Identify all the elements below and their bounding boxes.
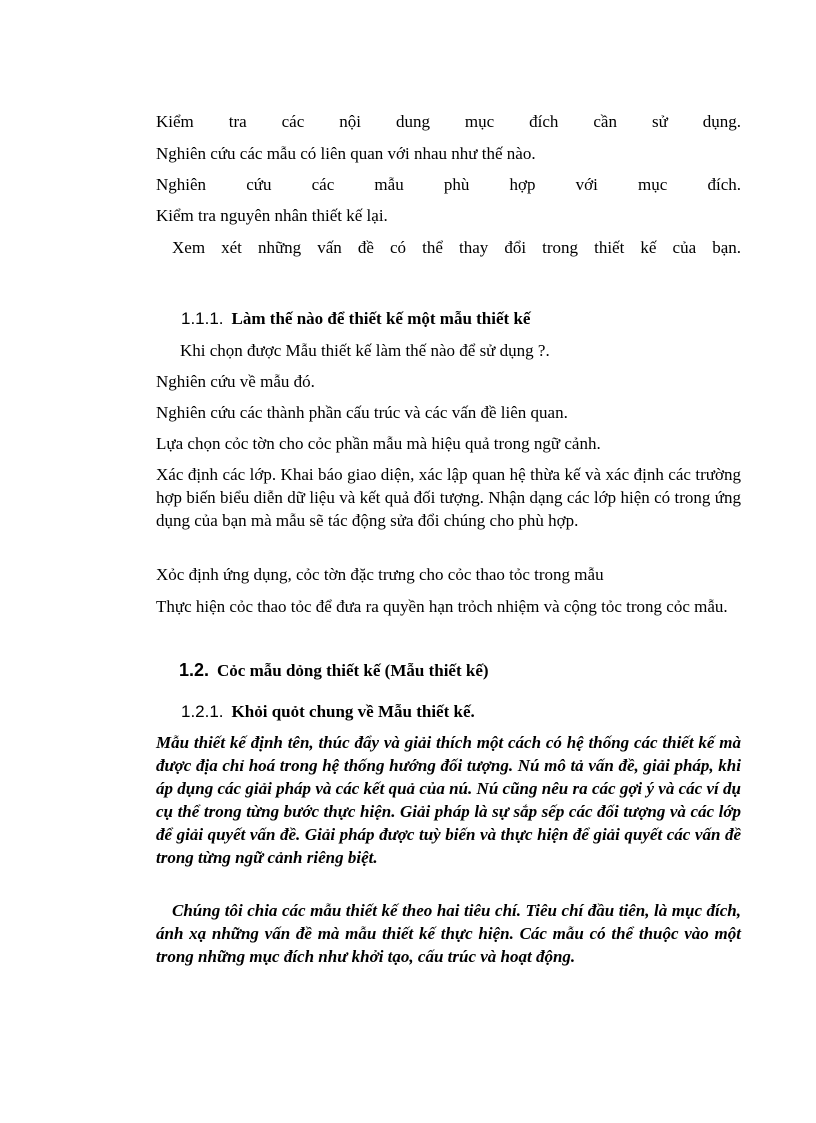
- heading-number: 1.1.1.: [181, 309, 224, 328]
- heading-1-2: [179, 658, 489, 683]
- intro-line-1: Kiểm tra các nội dung mục đích cần sử dụng.: [156, 112, 741, 131]
- step-item: Lựa chọn cỏc tờn cho cỏc phần mẫu mà hiệu quả trong ngữ cảnh.: [156, 434, 601, 453]
- heading-title: Khỏi quỏt chung về Mẫu thiết kế.: [231, 702, 475, 721]
- heading-number: 1.2.: [179, 660, 210, 680]
- step-item: Nghiên cứu về mẫu đó.: [156, 372, 315, 391]
- heading-title: Làm thế nào để thiết kế một mẫu thiết kế: [231, 309, 531, 328]
- overview-paragraph-1: Mẫu thiết kế định tên, thúc đẩy và giải thích một cách có hệ thống các thiết kế mà được địa chỉ hoá trong hệ thống hướng đối tượng. Nú mô tả vấn đề, giải pháp, khi áp dụng các giải pháp và các kết quả của nú. Nú cũng nêu ra các gợi ý và các ví dụ cụ thể trong từng bước thực hiện. Giải pháp là sự sắp sếp các đối tượng và các lớp để giải quyết vấn đề. Giải pháp được tuỳ biến và thực hiện để giải quyết các vấn đề trong từng ngữ cảnh riêng biệt.: [156, 733, 741, 867]
- intro-line-4: Kiểm tra nguyên nhân thiết kế lại.: [156, 206, 388, 225]
- intro-line-5: Xem xét những vấn đề có thể thay đổi trong thiết kế của bạn.: [172, 238, 741, 257]
- heading-title: Cỏc mẫu dỏng thiết kế (Mẫu thiết kế): [217, 661, 489, 680]
- step-item-paragraph: Thực hiện cỏc thao tỏc để đưa ra quyền hạn trỏch nhiệm và cộng tỏc trong cỏc mẫu.: [156, 597, 728, 616]
- heading-1-2-1: [181, 700, 475, 724]
- intro-line-3: Nghiên cứu các mẫu phù hợp với mục đích.: [156, 175, 741, 194]
- section-lead: Khi chọn được Mẫu thiết kế làm thế nào để sử dụng ?.: [180, 341, 550, 360]
- heading-1-1-1: [181, 307, 530, 331]
- step-item-paragraph: Xác định các lớp. Khai báo giao diện, xác lập quan hệ thừa kế và xác định các trường hợp biến biểu diễn dữ liệu và kết quả đối tượng. Nhận dạng các lớp hiện có trong ứng dụng của bạn mà mẫu sẽ tác động sửa đổi chúng cho phù hợp.: [156, 465, 741, 530]
- intro-line-2: Nghiên cứu các mẫu có liên quan với nhau như thế nào.: [156, 144, 536, 163]
- step-item: Nghiên cứu các thành phần cấu trúc và các vấn đề liên quan.: [156, 403, 568, 422]
- overview-paragraph-2: Chúng tôi chia các mẫu thiết kế theo hai tiêu chí. Tiêu chí đầu tiên, là mục đích, ánh xạ những vấn đề mà mẫu thiết kế thực hiện. Các mẫu có thể thuộc vào một trong những mục đích như khởi tạo, cấu trúc và hoạt động.: [156, 901, 741, 966]
- step-item: Xỏc định ứng dụng, cỏc tờn đặc trưng cho cỏc thao tỏc trong mẫu: [156, 565, 604, 584]
- heading-number: 1.2.1.: [181, 702, 224, 721]
